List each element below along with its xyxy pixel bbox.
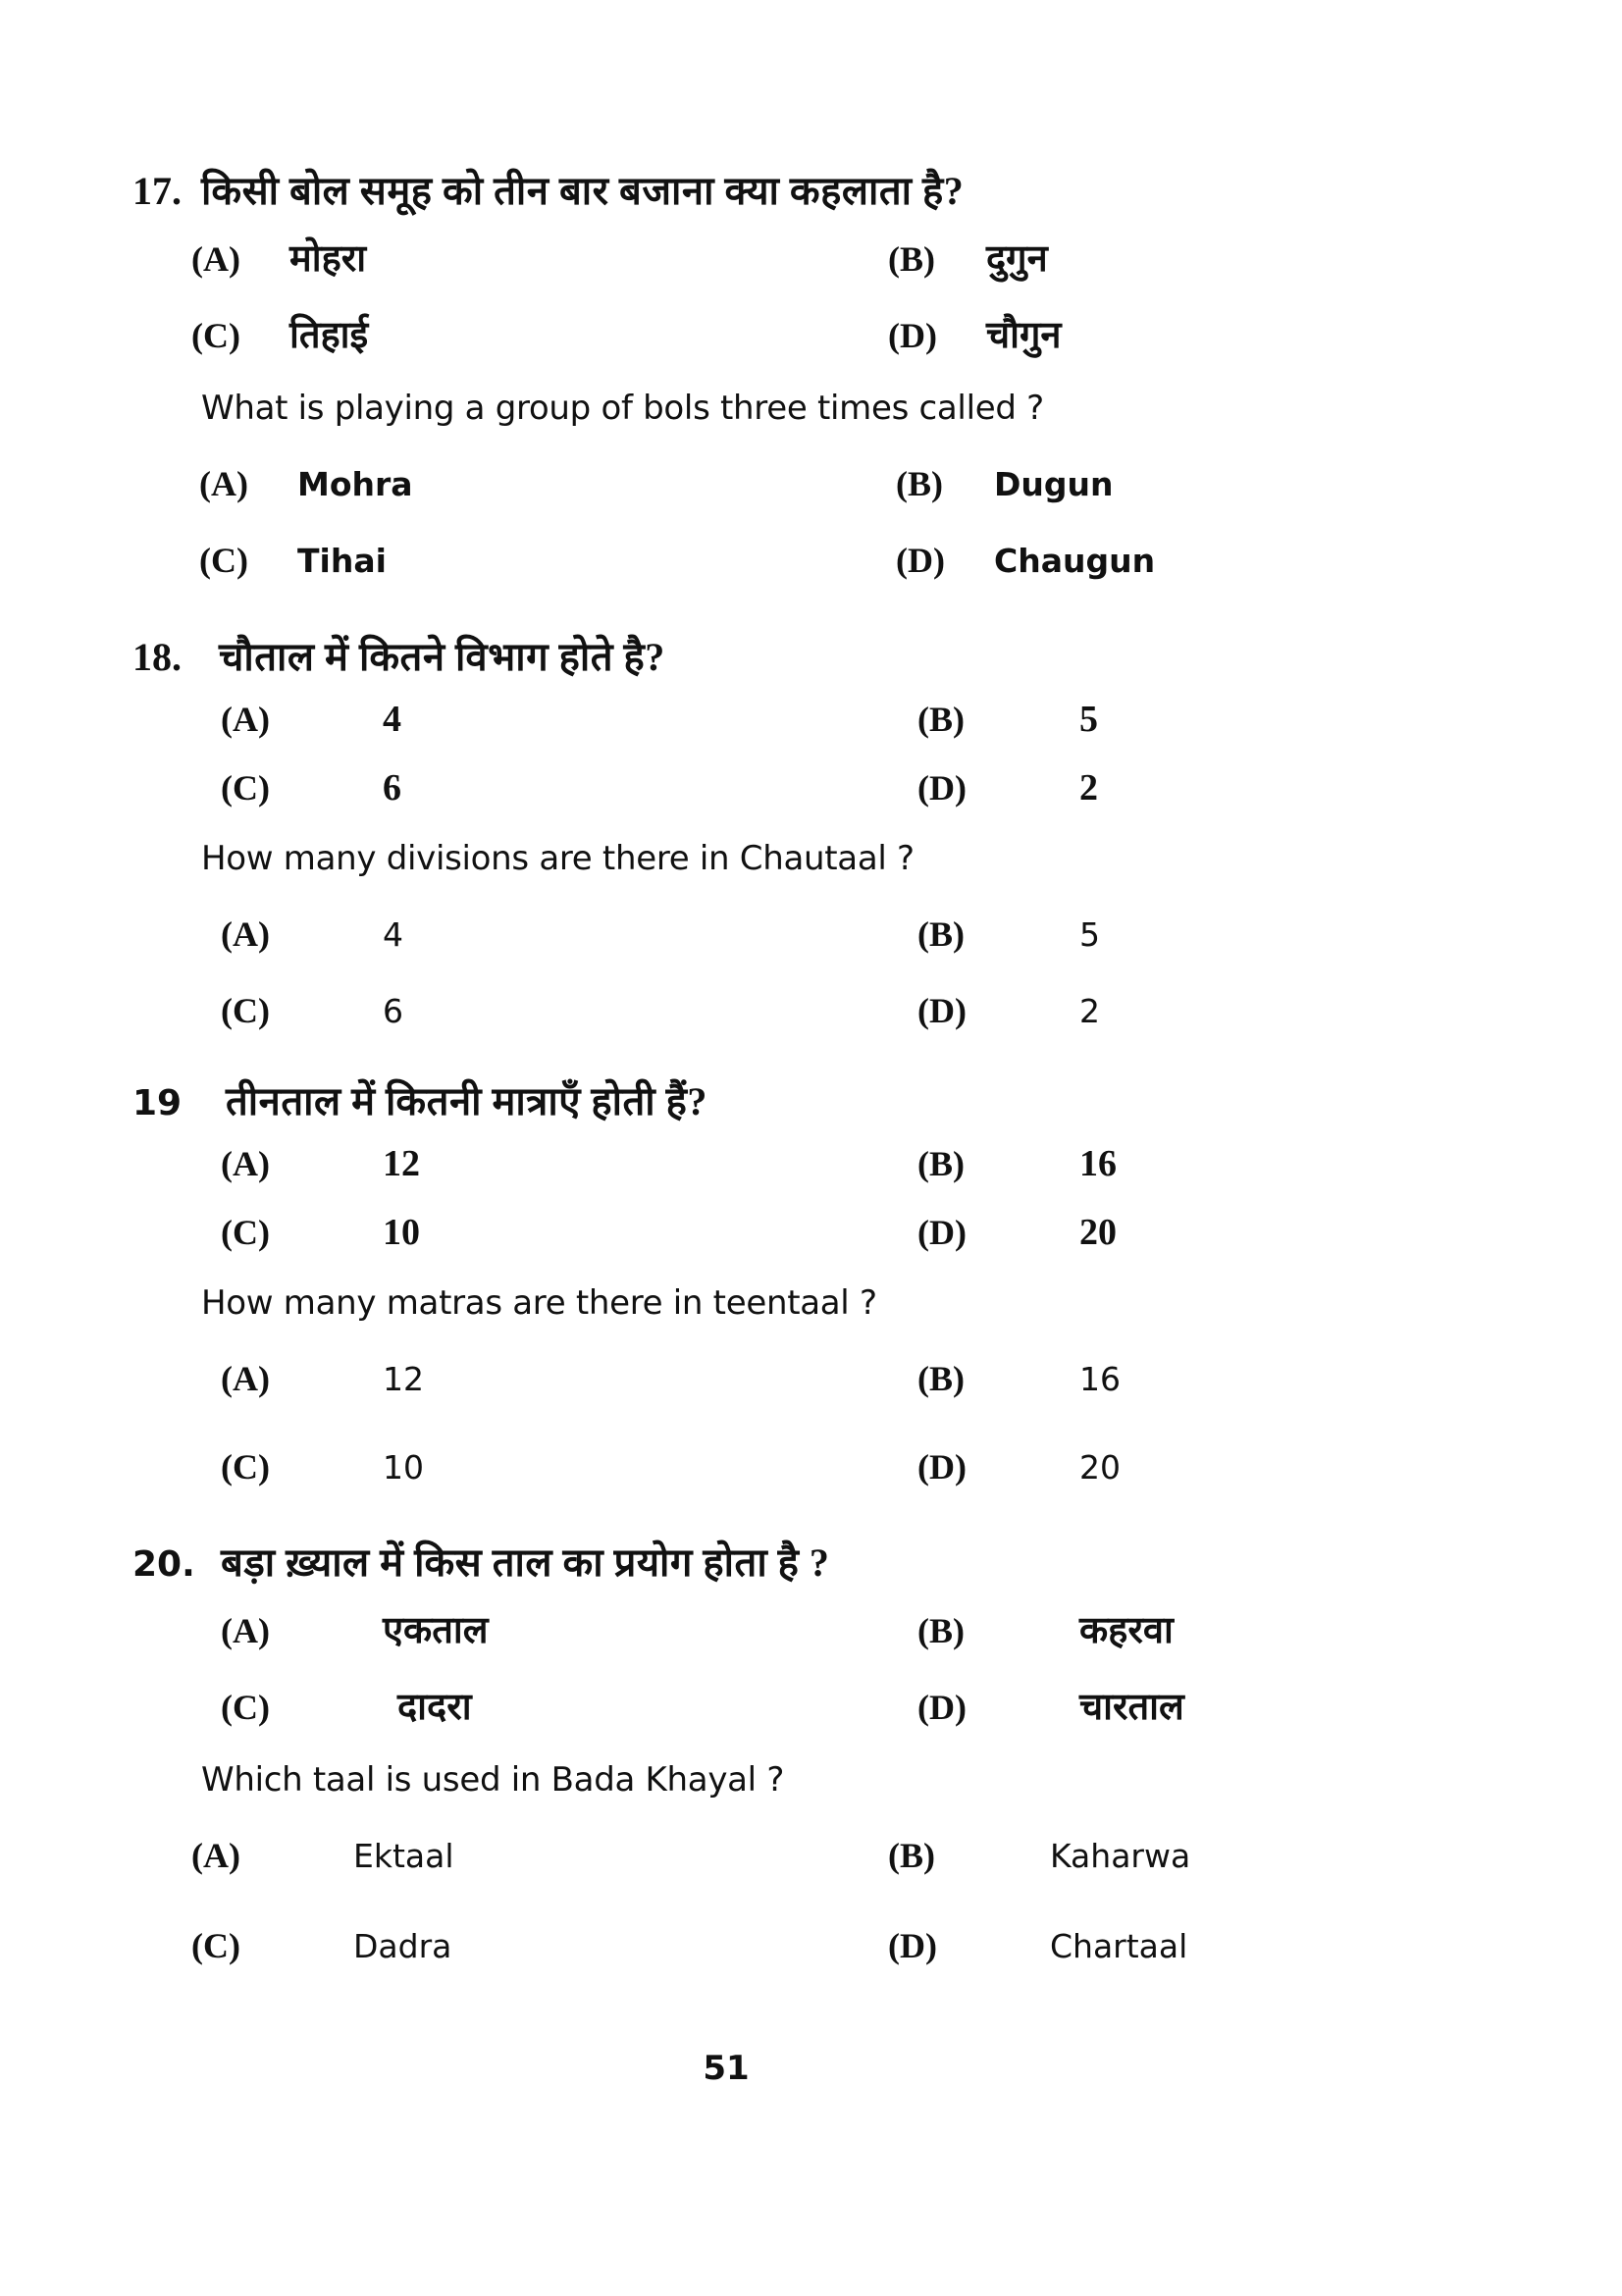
option-a: [191, 232, 888, 283]
question-block-20: [132, 1534, 1388, 1966]
option-label: (A): [191, 239, 240, 279]
english-options: [132, 913, 1388, 1031]
english-options: [132, 1358, 1388, 1487]
question-text-hindi: बड़ा ख़्याल में किस ताल का प्रयोग होता है ?: [221, 1540, 830, 1585]
option-text: 6: [383, 767, 401, 809]
option-c: [221, 1446, 917, 1487]
question-heading: [132, 628, 1388, 682]
option-text: एकताल: [383, 1610, 489, 1651]
question-text-english: What is playing a group of bols three times called ?: [201, 389, 1044, 428]
option-c: [221, 766, 917, 809]
option-label: (C): [191, 316, 240, 355]
option-label: (C): [199, 541, 248, 580]
option-row: [221, 698, 1388, 741]
option-row: [221, 1446, 1388, 1487]
question-block-18: [132, 628, 1388, 1031]
option-text: Kaharwa: [1050, 1837, 1191, 1875]
option-text: कहरवा: [1079, 1610, 1174, 1651]
option-text: Chartaal: [1050, 1927, 1188, 1965]
option-text: Ektaal: [353, 1837, 454, 1875]
option-b: [917, 1603, 1388, 1654]
option-c: [221, 990, 917, 1031]
option-label: (B): [888, 1836, 935, 1875]
option-a: [199, 463, 896, 504]
option-b: [888, 1835, 1388, 1876]
english-options: [132, 1835, 1388, 1966]
option-d: [917, 1211, 1388, 1254]
option-row: [221, 1358, 1388, 1399]
option-label: (C): [221, 768, 270, 808]
option-label: (B): [917, 1144, 965, 1183]
question-heading: [132, 1534, 1388, 1588]
option-text: मोहरा: [289, 238, 367, 280]
option-row: [191, 308, 1388, 359]
hindi-options: [132, 1142, 1388, 1254]
option-label: (A): [221, 914, 270, 954]
option-label: (C): [221, 991, 270, 1030]
option-label: (A): [221, 700, 270, 739]
option-text: 2: [1079, 992, 1100, 1030]
option-label: (B): [888, 239, 935, 279]
option-label: (D): [917, 1213, 967, 1252]
question-number: 18.: [132, 635, 182, 679]
option-text: तिहाई: [289, 315, 369, 356]
option-row: [221, 1603, 1388, 1654]
option-text: Mohra: [297, 465, 413, 503]
option-text: 5: [1079, 699, 1098, 740]
option-label: (B): [917, 914, 965, 954]
option-label: (D): [917, 1447, 967, 1487]
option-row: [221, 913, 1388, 955]
option-b: [917, 698, 1388, 741]
option-text: 12: [383, 1360, 424, 1398]
option-text: 4: [383, 915, 403, 954]
option-label: (C): [221, 1213, 270, 1252]
option-text: चारताल: [1079, 1687, 1184, 1728]
question-heading: [132, 162, 1388, 216]
question-number: 17.: [132, 169, 182, 213]
option-text: Dadra: [353, 1927, 452, 1965]
option-a: [221, 1358, 917, 1399]
option-label: (B): [917, 1359, 965, 1398]
option-label: (B): [896, 464, 943, 503]
option-label: (D): [896, 541, 945, 580]
option-label: (A): [191, 1836, 240, 1875]
option-row: [221, 1142, 1388, 1185]
question-text-hindi: चौताल में कितने विभाग होते है?: [219, 635, 665, 679]
hindi-options: [132, 232, 1388, 359]
option-a: [221, 1142, 917, 1185]
option-text: 4: [383, 699, 401, 740]
option-label: (D): [888, 1926, 937, 1965]
option-label: (D): [917, 768, 967, 808]
option-row: [221, 1211, 1388, 1254]
option-b: [896, 463, 1388, 504]
option-d: [896, 540, 1388, 581]
option-row: [221, 1680, 1388, 1731]
option-row: [191, 1925, 1388, 1966]
option-a: [221, 1603, 917, 1654]
option-text: Chaugun: [994, 542, 1156, 580]
question-block-19: [132, 1072, 1388, 1487]
option-label: (A): [221, 1144, 270, 1183]
option-text: 16: [1079, 1143, 1117, 1184]
option-text: 6: [383, 992, 403, 1030]
question-text-english: How many matras are there in teentaal ?: [201, 1283, 877, 1323]
option-d: [888, 1925, 1388, 1966]
option-label: (A): [221, 1611, 270, 1650]
option-label: (C): [221, 1688, 270, 1727]
question-text-hindi: तीनताल में कितनी मात्राएँ होती हैं?: [226, 1079, 707, 1123]
option-text: Tihai: [297, 542, 387, 580]
option-d: [917, 766, 1388, 809]
option-a: [191, 1835, 888, 1876]
option-c: [199, 540, 896, 581]
option-text: 2: [1079, 767, 1098, 809]
option-c: [191, 308, 888, 359]
page-number: 51: [703, 2049, 750, 2088]
option-text: 12: [383, 1143, 420, 1184]
english-options: [132, 463, 1388, 581]
option-label: (D): [917, 1688, 967, 1727]
option-b: [888, 232, 1388, 283]
option-text: 5: [1079, 915, 1100, 954]
option-label: (A): [221, 1359, 270, 1398]
option-d: [917, 1680, 1388, 1731]
option-row: [191, 232, 1388, 283]
option-row: [199, 540, 1388, 581]
option-text: 16: [1079, 1360, 1121, 1398]
option-label: (A): [199, 464, 248, 503]
option-text: दादरा: [397, 1687, 472, 1728]
question-text-english: How many divisions are there in Chautaal ?: [201, 839, 915, 878]
hindi-options: [132, 698, 1388, 809]
option-label: (B): [917, 700, 965, 739]
option-row: [221, 766, 1388, 809]
option-text: 10: [383, 1212, 420, 1253]
question-text-english: Which taal is used in Bada Khayal ?: [201, 1760, 785, 1800]
option-label: (D): [888, 316, 937, 355]
option-text: चौगुन: [986, 315, 1062, 356]
option-a: [221, 698, 917, 741]
question-number: 19: [132, 1083, 183, 1123]
question-number: 20.: [132, 1544, 195, 1585]
hindi-options: [132, 1603, 1388, 1731]
option-b: [917, 1358, 1388, 1399]
option-label: (C): [221, 1447, 270, 1487]
option-label: (B): [917, 1611, 965, 1650]
option-d: [917, 990, 1388, 1031]
question-heading: [132, 1072, 1388, 1126]
option-b: [917, 1142, 1388, 1185]
option-c: [221, 1211, 917, 1254]
option-text: 20: [1079, 1212, 1117, 1253]
page-footer: [132, 2049, 1320, 2088]
question-block-17: [132, 162, 1388, 581]
option-c: [221, 1680, 917, 1731]
option-row: [199, 463, 1388, 504]
option-text: 20: [1079, 1448, 1121, 1487]
option-row: [191, 1835, 1388, 1876]
question-text-hindi: किसी बोल समूह को तीन बार बजाना क्या कहलाता है?: [201, 169, 965, 213]
option-text: दुगुन: [986, 238, 1048, 280]
option-d: [917, 1446, 1388, 1487]
option-text: Dugun: [994, 465, 1114, 503]
option-text: 10: [383, 1448, 424, 1487]
option-row: [221, 990, 1388, 1031]
option-label: (D): [917, 991, 967, 1030]
option-d: [888, 308, 1388, 359]
option-a: [221, 913, 917, 955]
option-c: [191, 1925, 888, 1966]
option-label: (C): [191, 1926, 240, 1965]
option-b: [917, 913, 1388, 955]
